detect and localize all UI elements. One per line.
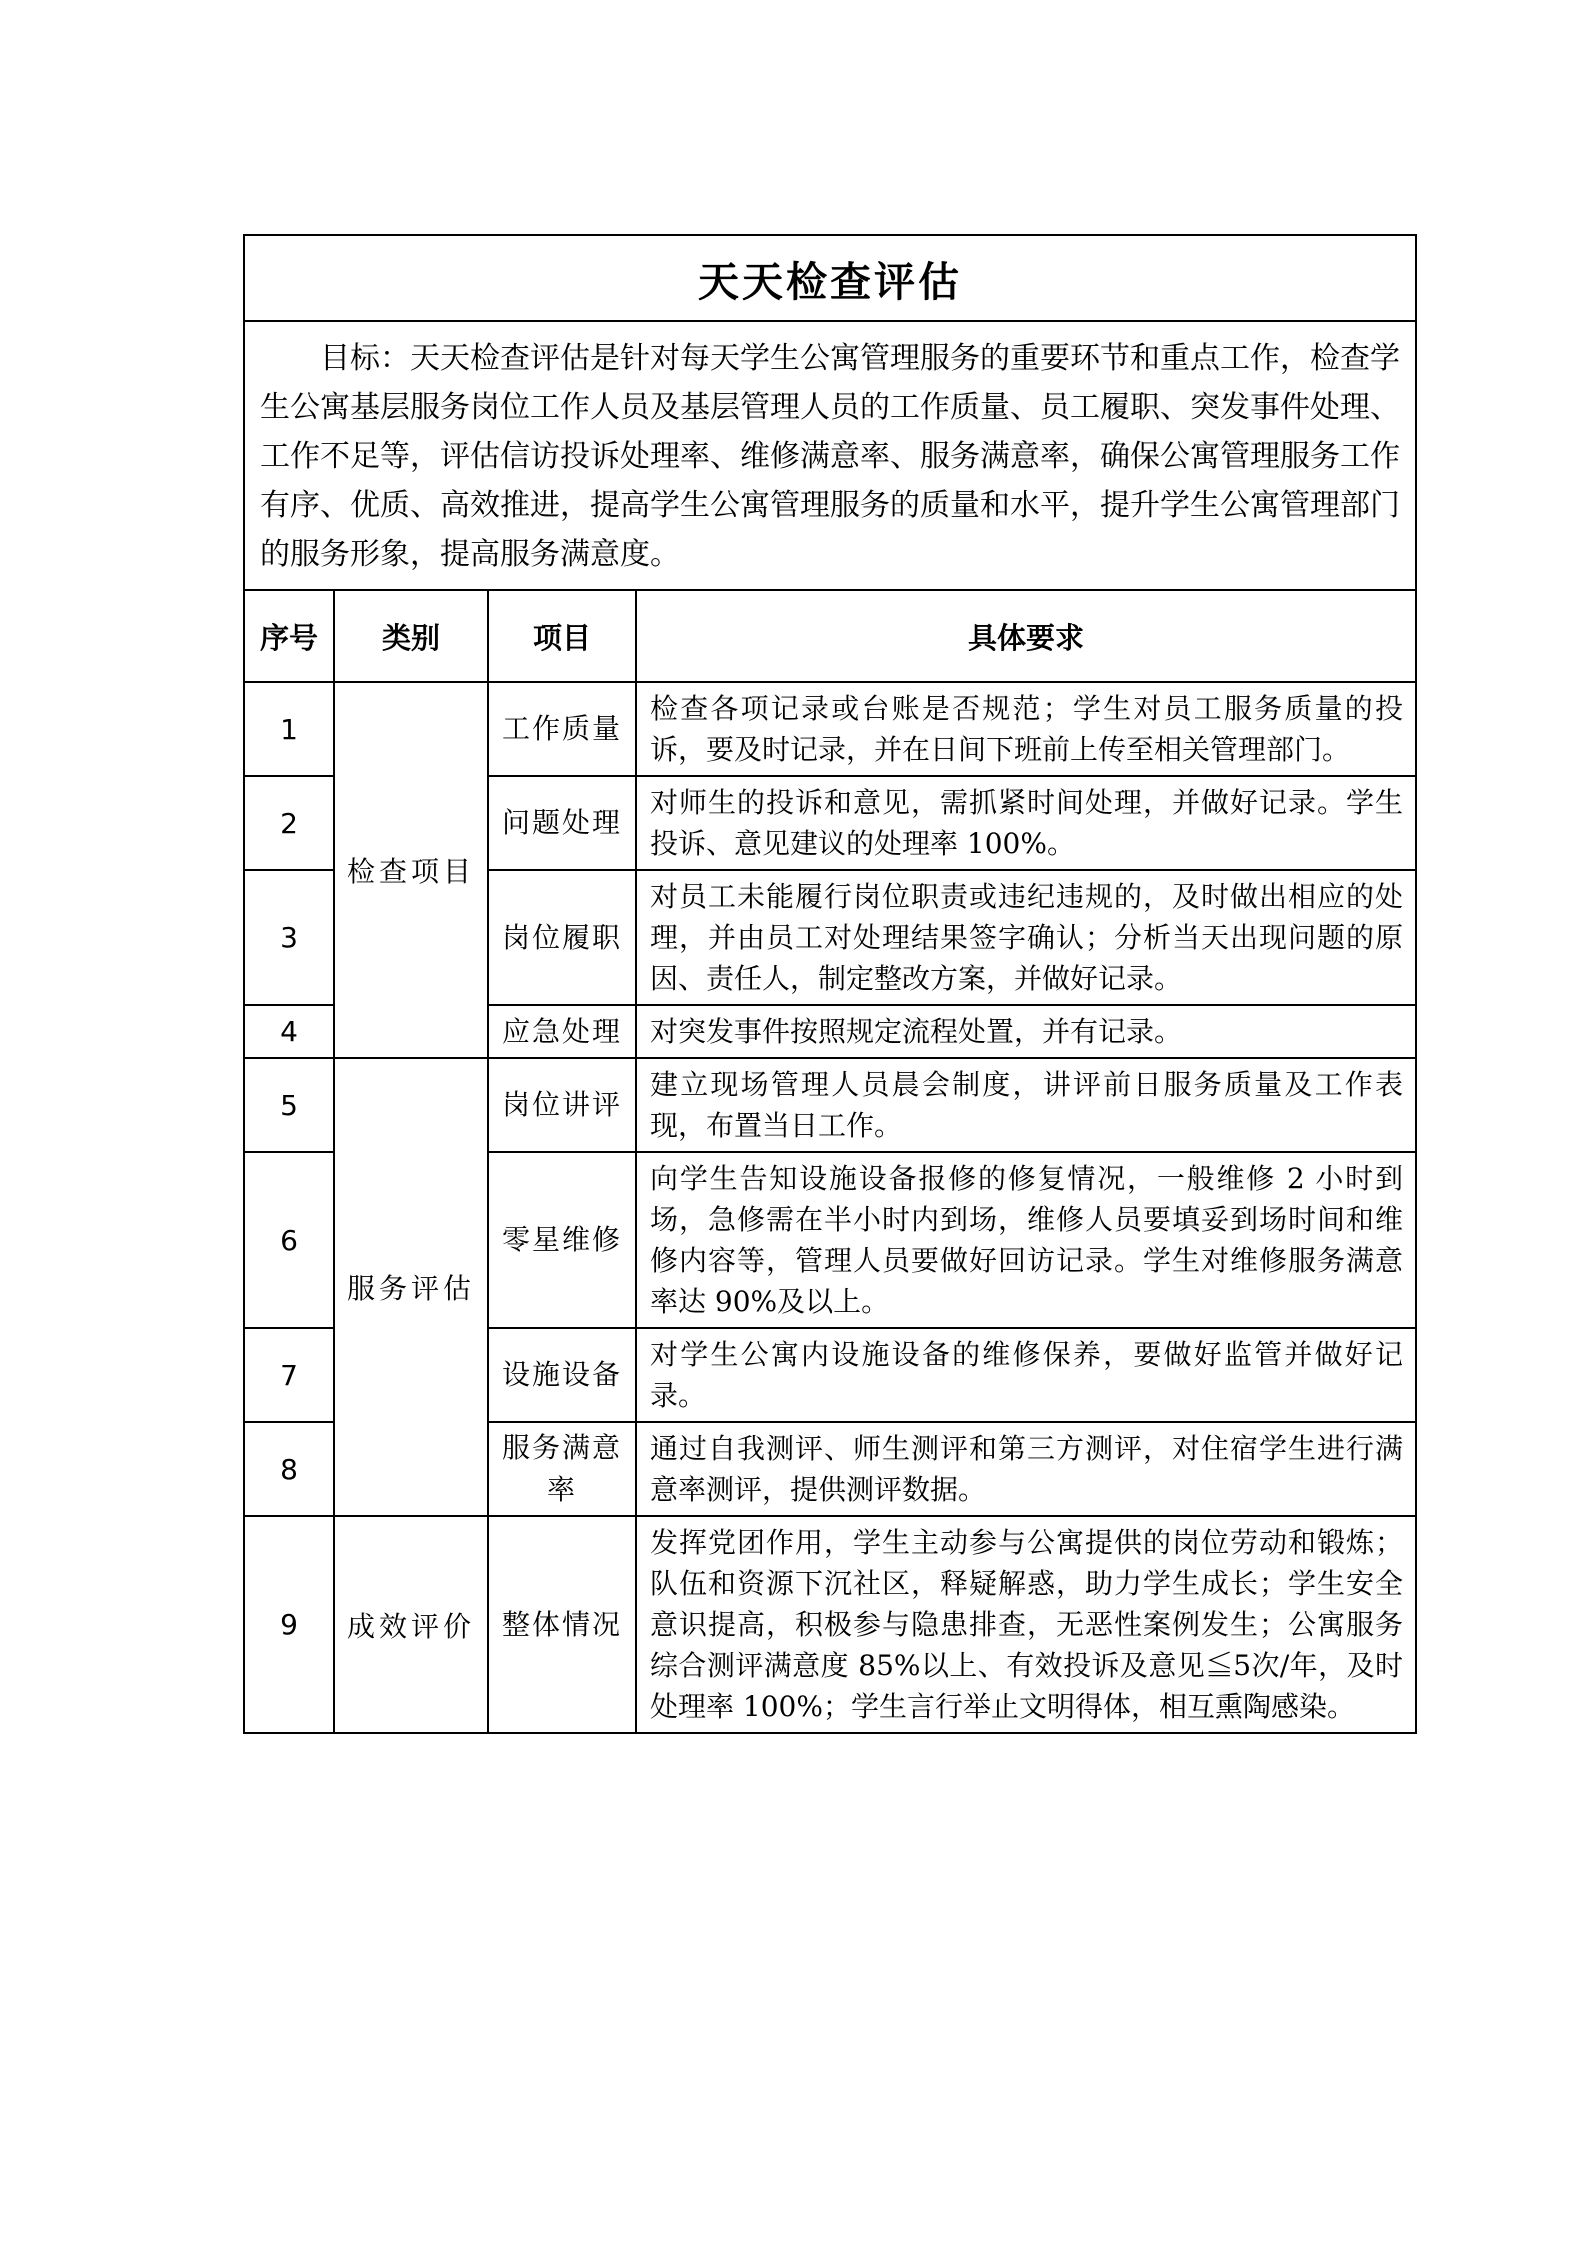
- row-no: 2: [244, 776, 334, 870]
- row-requirement: 建立现场管理人员晨会制度，讲评前日服务质量及工作表现，布置当日工作。: [636, 1058, 1416, 1152]
- row-item: 岗位履职: [488, 870, 636, 1005]
- row-requirement: 对员工未能履行岗位职责或违纪违规的，及时做出相应的处理，并由员工对处理结果签字确认；分析当天出现问题的原因、责任人，制定整改方案，并做好记录。: [636, 870, 1416, 1005]
- row-no: 9: [244, 1516, 334, 1733]
- row-no: 1: [244, 682, 334, 776]
- row-requirement: 发挥党团作用，学生主动参与公寓提供的岗位劳动和锻炼；队伍和资源下沉社区，释疑解惑，助力学生成长；学生安全意识提高，积极参与隐患排查，无恶性案例发生；公寓服务综合测评满意度 85%以上、有效投诉及意见≦5次/年，及时处理率 100%；学生言行举止文明得体，相互熏陶感染。: [636, 1516, 1416, 1733]
- table-row: [244, 682, 1416, 776]
- category-cell-effect: 成效评价: [334, 1516, 488, 1733]
- row-requirement: 对突发事件按照规定流程处置，并有记录。: [636, 1005, 1416, 1058]
- column-header-item: 项目: [488, 590, 636, 682]
- table-row: [244, 1516, 1416, 1733]
- table-header-row: [244, 590, 1416, 682]
- document-body: [243, 234, 1415, 1734]
- objective-row: [244, 321, 1416, 590]
- row-no: 7: [244, 1328, 334, 1422]
- category-cell-service: 服务评估: [334, 1058, 488, 1516]
- row-item: 岗位讲评: [488, 1058, 636, 1152]
- category-cell-inspection: 检查项目: [334, 682, 488, 1058]
- row-requirement: 对学生公寓内设施设备的维修保养，要做好监管并做好记录。: [636, 1328, 1416, 1422]
- row-requirement: 检查各项记录或台账是否规范；学生对员工服务质量的投诉，要及时记录，并在日间下班前上传至相关管理部门。: [636, 682, 1416, 776]
- row-item: 服务满意率: [488, 1422, 636, 1516]
- row-requirement: 向学生告知设施设备报修的修复情况，一般维修 2 小时到场，急修需在半小时内到场，维修人员要填妥到场时间和维修内容等，管理人员要做好回访记录。学生对维修服务满意率达 90%及以上。: [636, 1152, 1416, 1328]
- evaluation-table: [243, 234, 1417, 1734]
- column-header-no: 序号: [244, 590, 334, 682]
- row-no: 6: [244, 1152, 334, 1328]
- title-row: [244, 235, 1416, 321]
- row-item: 问题处理: [488, 776, 636, 870]
- table-row: [244, 1058, 1416, 1152]
- column-header-requirement: 具体要求: [636, 590, 1416, 682]
- row-item: 零星维修: [488, 1152, 636, 1328]
- row-no: 3: [244, 870, 334, 1005]
- row-no: 4: [244, 1005, 334, 1058]
- row-item: 工作质量: [488, 682, 636, 776]
- objective-cell: [244, 321, 1416, 590]
- row-item: 设施设备: [488, 1328, 636, 1422]
- row-requirement: 通过自我测评、师生测评和第三方测评，对住宿学生进行满意率测评，提供测评数据。: [636, 1422, 1416, 1516]
- column-header-category: 类别: [334, 590, 488, 682]
- row-requirement: 对师生的投诉和意见，需抓紧时间处理，并做好记录。学生投诉、意见建议的处理率 100%。: [636, 776, 1416, 870]
- row-item: 整体情况: [488, 1516, 636, 1733]
- objective-text: 目标：天天检查评估是针对每天学生公寓管理服务的重要环节和重点工作，检查学生公寓基层服务岗位工作人员及基层管理人员的工作质量、员工履职、突发事件处理、工作不足等，评估信访投诉处理率、维修满意率、服务满意率，确保公寓管理服务工作有序、优质、高效推进，提高学生公寓管理服务的质量和水平，提升学生公寓管理部门的服务形象，提高服务满意度。: [260, 341, 1400, 572]
- row-no: 8: [244, 1422, 334, 1516]
- row-no: 5: [244, 1058, 334, 1152]
- document-title: 天天检查评估: [244, 235, 1416, 321]
- row-item: 应急处理: [488, 1005, 636, 1058]
